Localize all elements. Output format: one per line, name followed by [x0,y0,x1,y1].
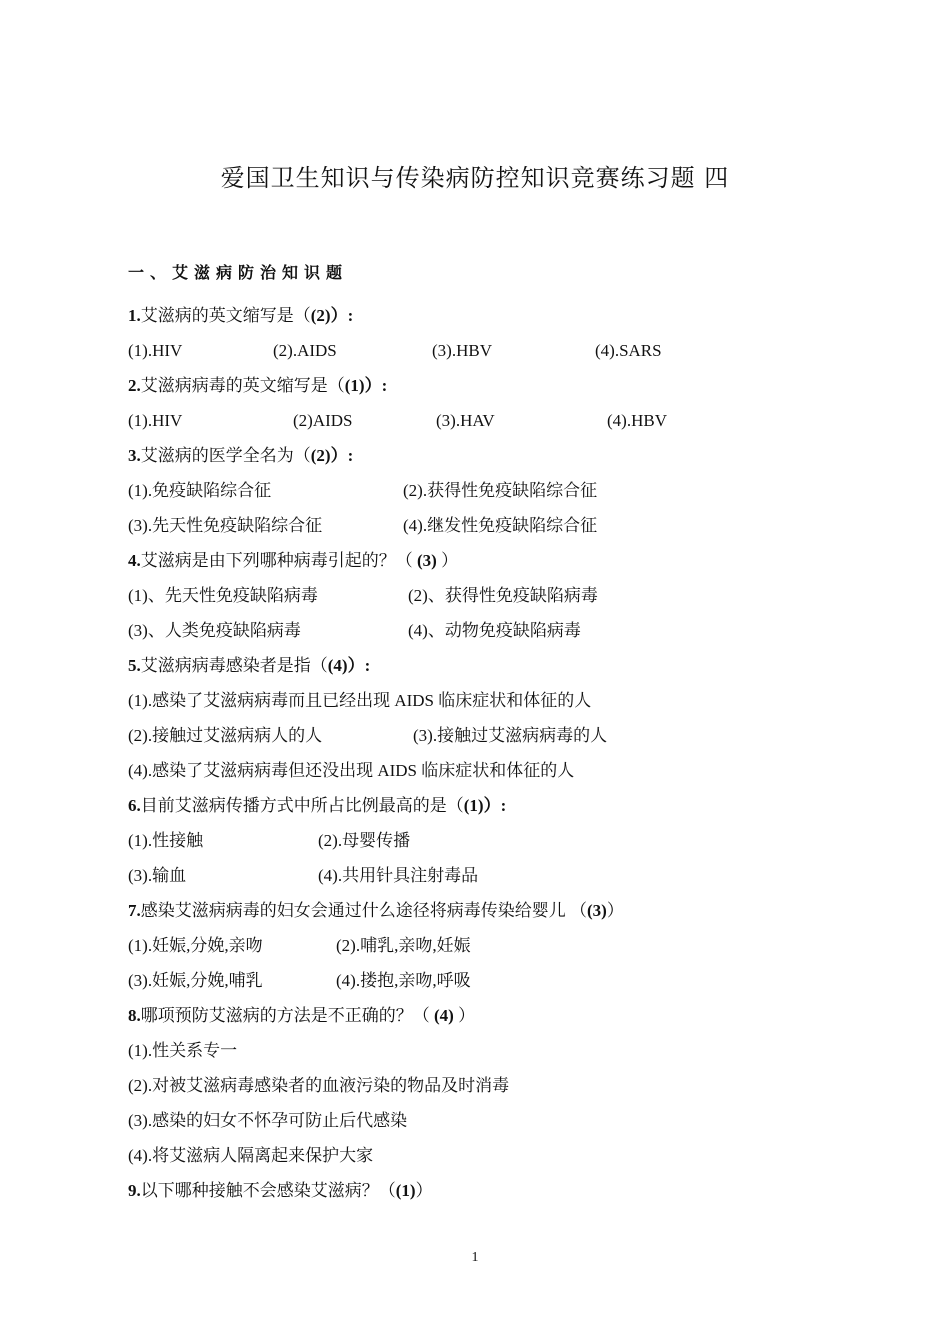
question-number: 4. [128,551,141,570]
answer: (2) [310,306,331,325]
answer: (4) [434,1006,454,1025]
answer: (1) [395,1181,416,1200]
option: (3).HBV [432,341,492,360]
option: (2).母婴传播 [318,831,411,850]
question-number: 3. [128,446,141,465]
page-title: 爱国卫生知识与传染病防控知识竞赛练习题 四 [220,164,730,192]
option-line [128,1072,509,1100]
question-5 [128,652,370,680]
question-text-end: ）: [364,376,388,395]
option: (4).SARS [595,341,662,360]
options-row [128,512,828,540]
question-text-end: ） [606,901,624,920]
question-number: 7. [128,901,141,920]
option: (2)、获得性免疫缺陷病毒 [408,586,598,605]
option: (3).先天性免疫缺陷综合征 [128,516,323,535]
options-row [128,827,828,855]
question-text: 艾滋病是由下列哪种病毒引起的？（ [140,551,417,570]
options-row [128,477,828,505]
options-row [128,337,828,365]
answer: (1) [463,796,484,815]
question-text-end: ） [436,551,459,570]
question-text: 以下哪种接触不会感染艾滋病？（ [140,1181,396,1200]
answer: (3) [587,901,607,920]
options-row [128,617,828,645]
question-4 [128,547,458,575]
question-number: 1. [128,306,141,325]
question-number: 5. [128,656,141,675]
question-text: 艾滋病的英文缩写是（ [140,306,311,325]
question-number: 9. [128,1181,141,1200]
option: (4).HBV [607,411,667,430]
option: (4).共用针具注射毒品 [318,866,479,885]
option: (1).免疫缺陷综合征 [128,481,272,500]
option: (3).妊娠,分娩,哺乳 [128,971,263,990]
options-row [128,407,828,435]
question-3 [128,442,353,470]
question-text-end: ） [415,1181,433,1200]
option: (1).性接触 [128,831,204,850]
option: (1).HIV [128,341,183,360]
option: (1)、先天性免疫缺陷病毒 [128,586,318,605]
page-number: 1 [471,1250,479,1265]
options-row [128,722,828,750]
answer: (3) [417,551,437,570]
question-number: 2. [128,376,141,395]
option: (1).妊娠,分娩,亲吻 [128,936,263,955]
answer: (4) [327,656,348,675]
option: (1).感染了艾滋病病毒而且已经出现 AIDS 临床症状和体征的人 [128,691,592,710]
question-text: 哪项预防艾滋病的方法是不正确的？（ [140,1006,434,1025]
question-text: 感染艾滋病病毒的妇女会通过什么途径将病毒传染给婴儿 （ [140,901,587,920]
option: (4).搂抱,亲吻,呼吸 [336,971,471,990]
option: (4).感染了艾滋病病毒但还没出现 AIDS 临床症状和体征的人 [128,761,575,780]
question-text-end: ）: [330,306,354,325]
question-number: 6. [128,796,141,815]
option: (3).输血 [128,866,187,885]
option: (3).HAV [436,411,495,430]
options-row [128,582,828,610]
option: (3).接触过艾滋病病毒的人 [413,726,608,745]
option: (4).继发性免疫缺陷综合征 [403,516,598,535]
section-heading: 一、艾滋病防治知识题 [128,263,349,282]
options-row [128,967,828,995]
option: (1).HIV [128,411,183,430]
option-line [128,1037,237,1065]
option: (1).性关系专一 [128,1041,238,1060]
question-text-end: ）: [330,446,354,465]
option-line [128,757,574,785]
option: (2).AIDS [273,341,337,360]
question-7 [128,897,624,925]
question-number: 8. [128,1006,141,1025]
options-row [128,932,828,960]
option: (2).获得性免疫缺陷综合征 [403,481,598,500]
option: (2)AIDS [293,411,353,430]
question-text: 艾滋病的医学全名为（ [140,446,311,465]
answer: (1) [344,376,365,395]
question-text-end: ）: [483,796,507,815]
option-line [128,1107,407,1135]
option: (2).接触过艾滋病病人的人 [128,726,323,745]
question-1 [128,302,353,330]
options-row [128,862,828,890]
option: (2).对被艾滋病毒感染者的血液污染的物品及时消毒 [128,1076,510,1095]
question-6 [128,792,506,820]
question-9 [128,1177,433,1205]
option-line [128,1142,373,1170]
option: (4).将艾滋病人隔离起来保护大家 [128,1146,374,1165]
option-line [128,687,591,715]
question-8 [128,1002,475,1030]
question-text: 艾滋病病毒感染者是指（ [140,656,328,675]
option: (2).哺乳,亲吻,妊娠 [336,936,471,955]
question-text-end: ）: [347,656,371,675]
option: (3).感染的妇女不怀孕可防止后代感染 [128,1111,408,1130]
question-text-end: ） [453,1006,476,1025]
option: (3)、人类免疫缺陷病毒 [128,621,301,640]
question-text: 目前艾滋病传播方式中所占比例最高的是（ [140,796,464,815]
question-text: 艾滋病病毒的英文缩写是（ [140,376,345,395]
option: (4)、动物免疫缺陷病毒 [408,621,581,640]
answer: (2) [310,446,331,465]
question-2 [128,372,387,400]
